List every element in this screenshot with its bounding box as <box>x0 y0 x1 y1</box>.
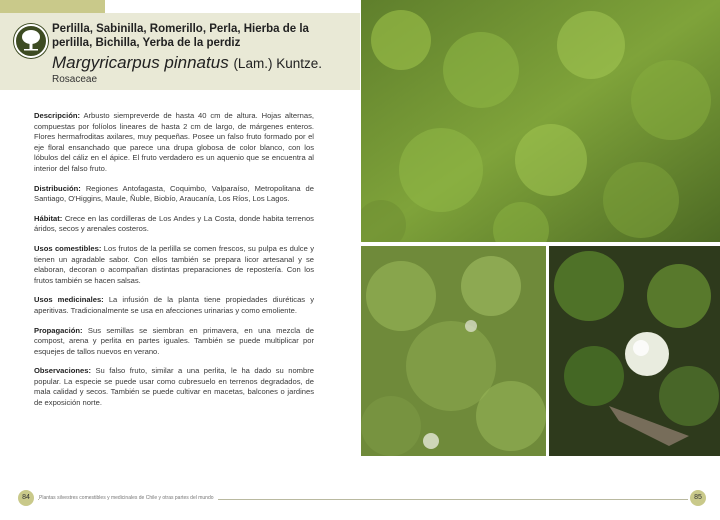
section-text: Sus semillas se siembran en primavera, en una mezcla de compost, arena y perlita en partes iguales. También se puede multiplicar por esquejes de tallos nuevos en verano. <box>34 325 314 356</box>
section-observaciones <box>34 366 314 408</box>
plant-photo-main <box>361 0 720 242</box>
section-label: Usos comestibles: <box>34 243 102 253</box>
plant-photo-fruit <box>549 246 720 456</box>
section-text: Regiones Antofagasta, Coquimbo, Valparaíso, Metropolitana de Santiago, O'Higgins, Maule, Ñuble, Biobío, Araucanía, Los Ríos, Los Lagos. <box>34 183 314 204</box>
scientific-name: Margyricarpus pinnatus <box>52 53 229 72</box>
section-label: Observaciones: <box>34 366 91 376</box>
plant-photo-detail-left <box>361 246 546 456</box>
section-text: Los frutos de la perlilla se comen frescos, su pulpa es dulce y tienen un agradable sabor. Con ellos también se prepara licor artesanal y se elaboran, decoran o acompañan distintas preparaciones de repostería. Con los frutos también se hacen salsas. <box>34 243 314 285</box>
common-names: Perlilla, Sabinilla, Romerillo, Perla, Hierba de la perlilla, Bichilla, Yerba de la perdiz <box>52 23 309 49</box>
page-number-right: 85 <box>690 490 706 506</box>
section-label: Distribución: <box>34 183 81 193</box>
section-usos-comestibles <box>34 244 314 286</box>
page-number-left: 84 <box>18 490 34 506</box>
plant-family: Rosaceae <box>52 74 98 85</box>
scientific-author: (Lam.) Kuntze. <box>233 56 322 71</box>
book-title: Plantas silvestres comestibles y medicinales de Chile y otras partes del mundo <box>39 495 218 501</box>
scientific-name-line <box>52 53 352 74</box>
section-label: Usos medicinales: <box>34 295 104 305</box>
section-label: Hábitat: <box>34 213 63 223</box>
description-text <box>34 111 314 418</box>
section-distribucion <box>34 184 314 205</box>
section-usos-medicinales <box>34 295 314 316</box>
header-tab-accent <box>0 0 105 13</box>
section-text: Crece en las cordilleras de Los Andes y La Costa, donde habita terrenos áridos, secos y arenales costeros. <box>34 213 314 234</box>
section-text: Arbusto siempreverde de hasta 40 cm de altura. Hojas alternas, compuestas por folíolos lineares de hasta 2 cm de largo, de márgenes enteros. Flores hermafroditas axilares, muy pequeñas. Posee un falso fruto formado por el eje floral ensanchado que parece una drupa globosa de color blanco, con los lóbulos del cáliz en el ápice. El fruto verdadero es un aquenio que se encuentra al interior del falso fruto. <box>34 111 314 173</box>
section-habitat <box>34 214 314 235</box>
section-label: Descripción: <box>34 111 80 120</box>
tree-icon <box>14 24 48 58</box>
section-propagacion <box>34 326 314 358</box>
section-text: La infusión de la planta tiene propiedades diuréticas y aperitivas. Tradicionalmente se usa en afecciones urinarias y como emoliente. <box>34 295 314 315</box>
section-text: Su falso fruto, similar a una perlita, le ha dado su nombre popular. La especie se puede usar como cubresuelo en terrenos degradados, de mala calidad y secos. También se puede cultivar en macetas, balcones o jardines de exposición norte. <box>34 366 314 408</box>
section-label: Propagación: <box>34 325 83 335</box>
section-descripcion <box>34 111 314 175</box>
